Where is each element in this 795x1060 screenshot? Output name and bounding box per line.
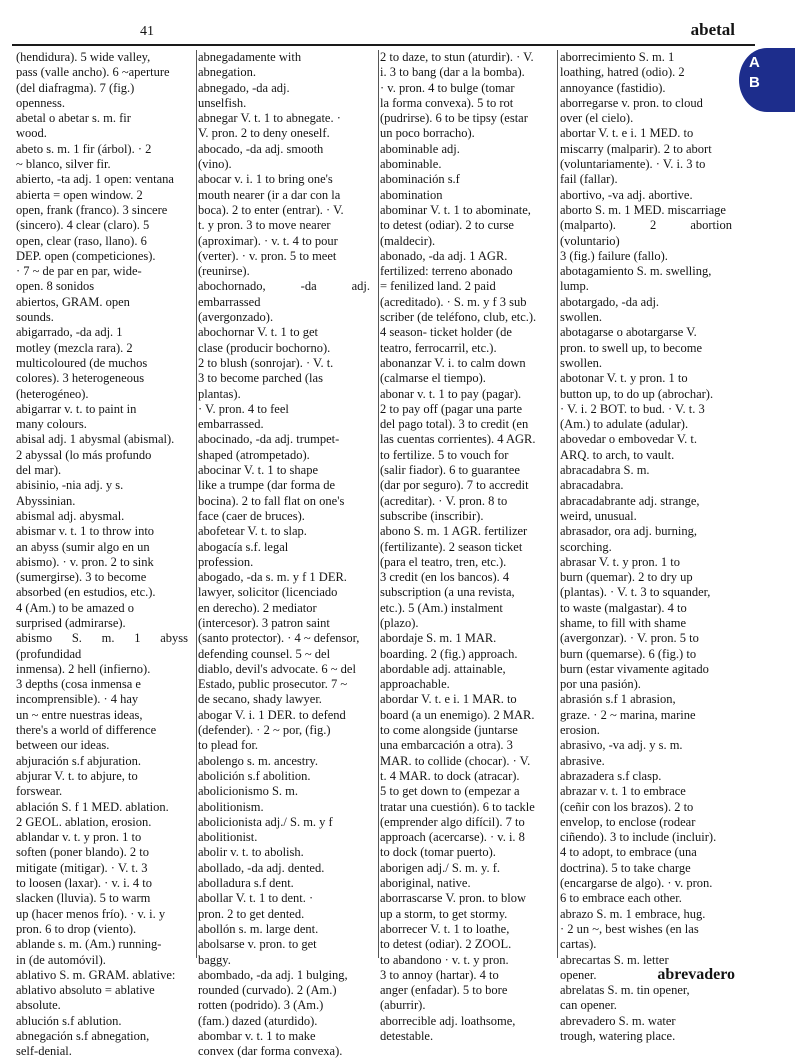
entry-line: abolicionismo S. m.	[198, 784, 298, 799]
entry-line: abochornado, -da adj. embarrassed	[198, 279, 370, 309]
entry-line: abombado, -da adj. 1 bulging,	[198, 967, 348, 982]
entry-line: swollen.	[560, 310, 603, 325]
entry-line: to fertilize. 5 to vouch for	[380, 447, 509, 462]
entry-line: (malparto). 2 abortion (voluntario)	[560, 218, 732, 248]
entry-line: clase (producir bochorno).	[198, 340, 331, 355]
entry-line: trough, watering place.	[560, 1029, 676, 1043]
entry-line: (reunirse).	[198, 264, 250, 279]
entry-line: defending counsel. 5 ~ del	[198, 646, 331, 661]
entry-line: over (el cielo).	[560, 111, 634, 126]
entry-line: etc.). 5 (Am.) instalment	[380, 600, 503, 615]
thumb-tab-letter: A	[749, 54, 760, 71]
entry-line: · V. i. 2 BOT. to bud. · V. t. 3	[560, 401, 705, 416]
entry-line: inmensa). 2 hell (infierno).	[16, 661, 151, 676]
entry-line: ARQ. to arch, to vault.	[560, 447, 675, 462]
entry-line: sounds.	[16, 310, 54, 325]
entry-line: · 2 un ~, best wishes (en las	[560, 921, 699, 936]
entry-line: burn (quemar). 2 to dry up	[560, 570, 693, 585]
entry-line: abracadabrante adj. strange,	[560, 493, 700, 508]
entry-line: abiertos, GRAM. open	[16, 294, 130, 309]
entry-line: 3 (fig.) failure (fallo).	[560, 248, 668, 263]
entry-line: lawyer, solicitor (licenciado	[198, 585, 338, 600]
entry-line: abigarrado, -da adj. 1	[16, 325, 123, 340]
entry-line: (fertilizante). 2 season ticket	[380, 539, 523, 554]
thumb-index-tab	[739, 48, 795, 112]
entry-line: abordaje S. m. 1 MAR.	[380, 631, 497, 646]
entry-line: abrevadero S. m. water	[560, 1013, 676, 1028]
entry-line: lump.	[560, 279, 589, 294]
entry-line: miscarry (malparir). 2 to abort	[560, 141, 712, 156]
entry-line: diablo, devil's advocate. 6 ~ del	[198, 661, 356, 676]
entry-line: ablandar v. t. y pron. 1 to	[16, 830, 142, 845]
entry-line: abolicionista adj./ S. m. y f	[198, 814, 333, 829]
entry-line: surprised (admirarse).	[16, 615, 126, 630]
entry-line: abnegation.	[198, 65, 256, 80]
entry-line: to detest (odiar). 2 ZOOL.	[380, 937, 512, 952]
entry-line: · 7 ~ de par en par, wide-	[16, 264, 142, 279]
entry-line: ablativo S. m. GRAM. ablative:	[16, 967, 176, 982]
entry-line: (sincero). 4 clear (claro). 5	[16, 218, 150, 233]
entry-line: to come alongside (juntarse	[380, 723, 518, 738]
entry-line: to plead for.	[198, 738, 259, 753]
entry-line: 2 to blush (sonrojar). · V. t.	[198, 355, 334, 370]
entry-line: to waste (malgastar). 4 to	[560, 600, 687, 615]
entry-line: abolladura s.f dent.	[198, 876, 294, 891]
entry-line: (heterogéneo).	[16, 386, 89, 401]
entry-line: abolengo s. m. ancestry.	[198, 753, 318, 768]
entry-line: teatro, ferrocarril, etc.).	[380, 340, 497, 355]
entry-line: (del diafragma). 7 (fig.)	[16, 80, 135, 95]
entry-line: abjuración s.f abjuration.	[16, 753, 141, 768]
entry-line: in (de automóvil).	[16, 952, 106, 967]
entry-line: abochornar V. t. 1 to get	[198, 325, 319, 340]
entry-line: aborrecible adj. loathsome,	[380, 1013, 516, 1028]
entry-line: un poco borracho).	[380, 126, 475, 141]
entry-line: abrazar v. t. 1 to embrace	[560, 784, 686, 799]
entry-line: V. pron. 2 to deny oneself.	[198, 126, 330, 141]
entry-line: un ~ entre nuestras ideas,	[16, 707, 143, 722]
entry-line: self-denial.	[16, 1044, 72, 1059]
entry-line: mouth nearer (ir a dar con la	[198, 187, 341, 202]
entry-line: shaped (atrompetado).	[198, 447, 310, 462]
entry-line: pass (valle ancho). 6 ~aperture	[16, 65, 170, 80]
entry-line: slacken (lluvia). 5 to warm	[16, 891, 151, 906]
entry-line: pron. to swell up, to become	[560, 340, 702, 355]
entry-line: profession.	[198, 554, 254, 569]
entry-line: to abandono · v. t. y pron.	[380, 952, 509, 967]
entry-line: abofetear V. t. to slap.	[198, 524, 307, 539]
entry-line: abigarrar v. t. to paint in	[16, 401, 137, 416]
column-3	[380, 50, 552, 1043]
entry-line: abracadabra S. m.	[560, 463, 650, 478]
entry-line: una embarcación a otra). 3	[380, 738, 513, 753]
entry-line: DEP. open (competiciones).	[16, 248, 156, 263]
entry-line: multicoloured (de muchos	[16, 355, 148, 370]
entry-line: 4 to adopt, to embrace (una	[560, 845, 697, 860]
entry-line: between our ideas.	[16, 738, 110, 753]
entry-line: like a trumpe (dar forma de	[198, 478, 336, 493]
entry-line: (para el teatro, tren, etc.).	[380, 554, 507, 569]
entry-line: (aproximar). · v. t. 4 to pour	[198, 233, 338, 248]
entry-line: pron. 6 to drop (viento).	[16, 921, 137, 936]
entry-line: swollen.	[560, 355, 603, 370]
entry-line: boarding. 2 (fig.) approach.	[380, 646, 518, 661]
entry-line: (voluntariamente). · V. i. 3 to	[560, 157, 706, 172]
entry-line: abrasar V. t. y pron. 1 to	[560, 554, 681, 569]
entry-line: aborrascarse V. pron. to blow	[380, 891, 527, 906]
entry-line: scriber (de teléfono, club, etc.).	[380, 310, 537, 325]
entry-line: abismo S. m. 1 abyss (profundidad	[16, 631, 188, 661]
entry-line: abollado, -da adj. dented.	[198, 860, 325, 875]
entry-line: (acreditado). · S. m. y f 3 sub	[380, 294, 527, 309]
entry-line: abotagamiento S. m. swelling,	[560, 264, 712, 279]
entry-line: abeto s. m. 1 fir (árbol). · 2	[16, 141, 152, 156]
entry-line: aborigen adj./ S. m. y. f.	[380, 860, 501, 875]
entry-line: Abyssinian.	[16, 493, 76, 508]
entry-line: graze. · 2 ~ marina, marine	[560, 707, 696, 722]
entry-line: absolute.	[16, 998, 61, 1013]
entry-line: abocinado, -da adj. trumpet-	[198, 432, 340, 447]
entry-line: 3 depths (cosa inmensa e	[16, 677, 141, 692]
entry-line: up (hacer menos frío). · v. i. y	[16, 906, 166, 921]
dictionary-columns	[16, 50, 732, 1059]
entry-line: (plazo).	[380, 615, 419, 630]
entry-line: incomprensible). · 4 hay	[16, 692, 139, 707]
entry-line: (calmarse el tiempo).	[380, 371, 486, 386]
entry-line: bocina). 2 to fall flat on one's	[198, 493, 345, 508]
thumb-tab-letter: B	[749, 74, 760, 91]
entry-line: (emprender algo difícil). 7 to	[380, 814, 525, 829]
entry-line: absorbed (en estudios, etc.).	[16, 585, 156, 600]
entry-line: subscribe (inscribir).	[380, 508, 484, 523]
entry-line: (avergonzar). · V. pron. 5 to	[560, 631, 699, 646]
entry-line: (hendidura). 5 wide valley,	[16, 50, 151, 64]
entry-line: there's a world of difference	[16, 723, 157, 738]
entry-line: doctrina). 5 to take charge	[560, 860, 691, 875]
entry-line: abonanzar V. i. to calm down	[380, 355, 526, 370]
entry-line: del pago total). 3 to credit (en	[380, 417, 529, 432]
entry-line: abnegar V. t. 1 to abnegate. ·	[198, 111, 341, 126]
entry-line: (encargarse de algo). · v. pron.	[560, 876, 713, 891]
entry-line: abolitionism.	[198, 799, 264, 814]
column-4	[560, 50, 732, 1043]
entry-line: (vino).	[198, 157, 232, 172]
entry-line: an abyss (sumir algo en un	[16, 539, 150, 554]
entry-line: abomination	[380, 187, 443, 202]
entry-line: (Am.) to adulate (adular).	[560, 417, 689, 432]
entry-line: detestable.	[380, 1029, 434, 1043]
entry-line: ablativo absoluto = ablative	[16, 983, 155, 998]
entry-line: abogado, -da s. m. y f 1 DER.	[198, 570, 347, 585]
entry-line: burn (estar vivamente agitado	[560, 661, 709, 676]
entry-line: abracadabra.	[560, 478, 624, 493]
entry-line: wood.	[16, 126, 47, 141]
entry-line: del mar).	[16, 463, 62, 478]
entry-line: abollón s. m. large dent.	[198, 921, 319, 936]
entry-line: (avergonzado).	[198, 310, 274, 325]
entry-line: to loosen (laxar). · v. i. 4 to	[16, 876, 152, 891]
entry-line: can opener.	[560, 998, 617, 1013]
entry-line: abonado, -da adj. 1 AGR.	[380, 248, 508, 263]
entry-line: scorching.	[560, 539, 612, 554]
entry-line: las cuentas corrientes). 4 AGR.	[380, 432, 536, 447]
entry-line: face (caer de bruces).	[198, 508, 305, 523]
column-divider	[196, 50, 197, 958]
entry-line: open. 8 sonidos	[16, 279, 95, 294]
entry-line: (acreditar). · V. pron. 8 to	[380, 493, 508, 508]
entry-line: abonar v. t. 1 to pay (pagar).	[380, 386, 522, 401]
entry-line: abierto, -ta adj. 1 open: ventana	[16, 172, 174, 187]
entry-line: forswear.	[16, 784, 63, 799]
entry-line: to detest (odiar). 2 to curse	[380, 218, 514, 233]
entry-line: abismar v. t. 1 to throw into	[16, 524, 155, 539]
entry-line: abrasivo, -va adj. y s. m.	[560, 738, 683, 753]
entry-line: abrecartas S. m. letter	[560, 952, 669, 967]
entry-line: aboriginal, native.	[380, 876, 471, 891]
entry-line: en derecho). 2 mediator	[198, 600, 317, 615]
entry-line: abolsarse v. pron. to get	[198, 937, 317, 952]
entry-line: abotagarse o abotargarse V.	[560, 325, 697, 340]
entry-line: board (a un enemigo). 2 MAR.	[380, 707, 535, 722]
entry-line: openness.	[16, 95, 65, 110]
header-rule	[12, 44, 755, 46]
entry-line: open, frank (franco). 3 sincere	[16, 202, 168, 217]
entry-line: abismo). · v. pron. 2 to sink	[16, 554, 154, 569]
entry-line: approachable.	[380, 677, 450, 692]
entry-line: abnegación s.f abnegation,	[16, 1029, 150, 1043]
entry-line: (pudrirse). 6 to be tipsy (estar	[380, 111, 528, 126]
entry-line: loathing, hatred (odio). 2	[560, 65, 685, 80]
entry-line: annoyance (fastidio).	[560, 80, 666, 95]
entry-line: abnegado, -da adj.	[198, 80, 290, 95]
entry-line: plantas).	[198, 386, 241, 401]
entry-line: abrazadera s.f clasp.	[560, 768, 662, 783]
entry-line: abominación s.f	[380, 172, 460, 187]
entry-line: fail (fallar).	[560, 172, 618, 187]
entry-line: aborrecer V. t. 1 to loathe,	[380, 921, 510, 936]
entry-line: · V. pron. 4 to feel	[198, 401, 289, 416]
entry-line: mitigate (mitigar). · V. t. 3	[16, 860, 148, 875]
column-1	[16, 50, 188, 1059]
entry-line: de secano, shady lawyer.	[198, 692, 322, 707]
entry-line: · v. pron. 4 to bulge (tomar	[380, 80, 515, 95]
entry-line: abominar V. t. 1 to abominate,	[380, 202, 531, 217]
entry-line: = fenilized land. 2 paid	[380, 279, 496, 294]
entry-line: MAR. to collide (chocar). · V.	[380, 753, 531, 768]
entry-line: abrelatas S. m. tin opener,	[560, 983, 690, 998]
entry-line: rotten (podrido). 3 (Am.)	[198, 998, 324, 1013]
entry-line: 4 (Am.) to be amazed o	[16, 600, 135, 615]
entry-line: abolitionist.	[198, 830, 258, 845]
entry-line: abetal o abetar s. m. fir	[16, 111, 131, 126]
column-divider	[378, 50, 379, 958]
entry-line: (plantas). · V. t. 3 to squander,	[560, 585, 711, 600]
entry-line: 4 season- ticket holder (de	[380, 325, 512, 340]
entry-line: opener.	[560, 967, 597, 982]
entry-line: abombar v. t. 1 to make	[198, 1029, 316, 1043]
entry-line: abocado, -da adj. smooth	[198, 141, 324, 156]
entry-line: 5 to get down to (empezar a	[380, 784, 520, 799]
entry-line: abordable adj. attainable,	[380, 661, 506, 676]
entry-line: abominable adj.	[380, 141, 460, 156]
entry-line: to dock (tomar puerto).	[380, 845, 496, 860]
entry-line: i. 3 to bang (dar a la bomba).	[380, 65, 525, 80]
entry-line: fertilized: terreno abonado	[380, 264, 513, 279]
entry-line: abotargado, -da adj.	[560, 294, 660, 309]
entry-line: (aburrir).	[380, 998, 426, 1013]
entry-line: burn (quemarse). 6 (fig.) to	[560, 646, 697, 661]
entry-line: 3 to annoy (hartar). 4 to	[380, 967, 499, 982]
entry-line: (ceñir con los brazos). 2 to	[560, 799, 694, 814]
entry-line: abnegadamente with	[198, 50, 302, 64]
entry-line: abismal adj. abysmal.	[16, 508, 125, 523]
entry-line: abrasador, ora adj. burning,	[560, 524, 697, 539]
entry-line: abogacía s.f. legal	[198, 539, 289, 554]
entry-line: (salir fiador). 6 to guarantee	[380, 463, 520, 478]
entry-line: ablución s.f ablution.	[16, 1013, 122, 1028]
entry-line: 2 to daze, to stun (aturdir). · V.	[380, 50, 534, 64]
entry-line: (santo protector). · 4 ~ defensor,	[198, 631, 360, 646]
entry-line: 2 to pay off (pagar una parte	[380, 401, 523, 416]
footer-guide-word: abrevadero	[657, 966, 735, 983]
column-divider	[557, 50, 558, 958]
entry-line: embarrassed.	[198, 417, 264, 432]
entry-line: abisinio, -nia adj. y s.	[16, 478, 124, 493]
entry-line: baggy.	[198, 952, 231, 967]
entry-line: por una pasión).	[560, 677, 641, 692]
entry-line: up a storm, to get stormy.	[380, 906, 508, 921]
entry-line: cartas).	[560, 937, 597, 952]
entry-line: anger (enfadar). 5 to bore	[380, 983, 508, 998]
entry-line: ablación S. f 1 MED. ablation.	[16, 799, 169, 814]
entry-line: ciñendo). 3 to include (incluir).	[560, 830, 717, 845]
entry-line: colores). 3 heterogeneous	[16, 371, 145, 386]
entry-line: (sumergirse). 3 to become	[16, 570, 147, 585]
entry-line: abjurar V. t. to abjure, to	[16, 768, 138, 783]
entry-line: abollar V. t. 1 to dent. ·	[198, 891, 314, 906]
entry-line: 3 credit (en los bancos). 4	[380, 570, 510, 585]
entry-line: aborrecimiento S. m. 1	[560, 50, 675, 64]
entry-line: abocar v. i. 1 to bring one's	[198, 172, 333, 187]
entry-line: many colours.	[16, 417, 87, 432]
column-2	[198, 50, 370, 1059]
entry-line: tratar una cuestión). 6 to tackle	[380, 799, 535, 814]
entry-line: abrasión s.f 1 abrasion,	[560, 692, 676, 707]
entry-line: button up, to do up (abrochar).	[560, 386, 714, 401]
entry-line: la forma convexa). 5 to rot	[380, 95, 514, 110]
entry-line: Estado, public prosecutor. 7 ~	[198, 677, 348, 692]
entry-line: (intercesor). 3 patron saint	[198, 615, 330, 630]
entry-line: subscription (a una revista,	[380, 585, 515, 600]
entry-line: aborto S. m. 1 MED. miscarriage	[560, 202, 726, 217]
entry-line: 2 abyssal (lo más profundo	[16, 447, 152, 462]
entry-line: 2 GEOL. ablation, erosion.	[16, 814, 152, 829]
entry-line: ablande s. m. (Am.) running-	[16, 937, 162, 952]
entry-line: unselfish.	[198, 95, 247, 110]
entry-line: (fam.) dazed (aturdido).	[198, 1013, 318, 1028]
entry-line: abovedar o embovedar V. t.	[560, 432, 697, 447]
entry-line: abogar V. i. 1 DER. to defend	[198, 707, 346, 722]
entry-line: envelop, to enclose (rodear	[560, 814, 696, 829]
entry-line: (defender). · 2 ~ por, (fig.)	[198, 723, 331, 738]
entry-line: (maldecir).	[380, 233, 436, 248]
entry-line: convex (dar forma convexa).	[198, 1044, 343, 1059]
entry-line: rounded (curvado). 2 (Am.)	[198, 983, 337, 998]
header-guide-word: abetal	[690, 20, 735, 39]
entry-line: t. 4 MAR. to dock (atracar).	[380, 768, 520, 783]
entry-line: 3 to become parched (las	[198, 371, 323, 386]
entry-line: 6 to embrace each other.	[560, 891, 682, 906]
entry-line: aborregarse v. pron. to cloud	[560, 95, 703, 110]
entry-line: abocinar V. t. 1 to shape	[198, 463, 319, 478]
entry-line: abrazo S. m. 1 embrace, hug.	[560, 906, 706, 921]
entry-line: soften (poner blando). 2 to	[16, 845, 149, 860]
entry-line: abono S. m. 1 AGR. fertilizer	[380, 524, 528, 539]
entry-line: shame, to fill with shame	[560, 615, 687, 630]
entry-line: abierta = open window. 2	[16, 187, 143, 202]
entry-line: abortar V. t. e i. 1 MED. to	[560, 126, 694, 141]
entry-line: abolición s.f abolition.	[198, 768, 311, 783]
entry-line: abordar V. t. e i. 1 MAR. to	[380, 692, 517, 707]
entry-line: abortivo, -va adj. abortive.	[560, 187, 693, 202]
entry-line: abominable.	[380, 157, 442, 172]
entry-line: motley (mezcla rara). 2	[16, 340, 133, 355]
entry-line: ~ blanco, silver fir.	[16, 157, 111, 172]
entry-line: boca). 2 to enter (entrar). · V.	[198, 202, 344, 217]
entry-line: weird, unusual.	[560, 508, 637, 523]
entry-line: abolir v. t. to abolish.	[198, 845, 304, 860]
entry-line: pron. 2 to get dented.	[198, 906, 305, 921]
entry-line: abotonar V. t. y pron. 1 to	[560, 371, 688, 386]
entry-line: (dar por seguro). 7 to accredit	[380, 478, 529, 493]
page-number: 41	[140, 24, 154, 39]
entry-line: erosion.	[560, 723, 600, 738]
entry-line: approach (acercarse). · v. i. 8	[380, 830, 525, 845]
entry-line: (verter). · v. pron. 5 to meet	[198, 248, 337, 263]
entry-line: abisal adj. 1 abysmal (abismal).	[16, 432, 175, 447]
entry-line: open, clear (raso, llano). 6	[16, 233, 147, 248]
entry-line: t. y pron. 3 to move nearer	[198, 218, 331, 233]
entry-line: abrasive.	[560, 753, 605, 768]
